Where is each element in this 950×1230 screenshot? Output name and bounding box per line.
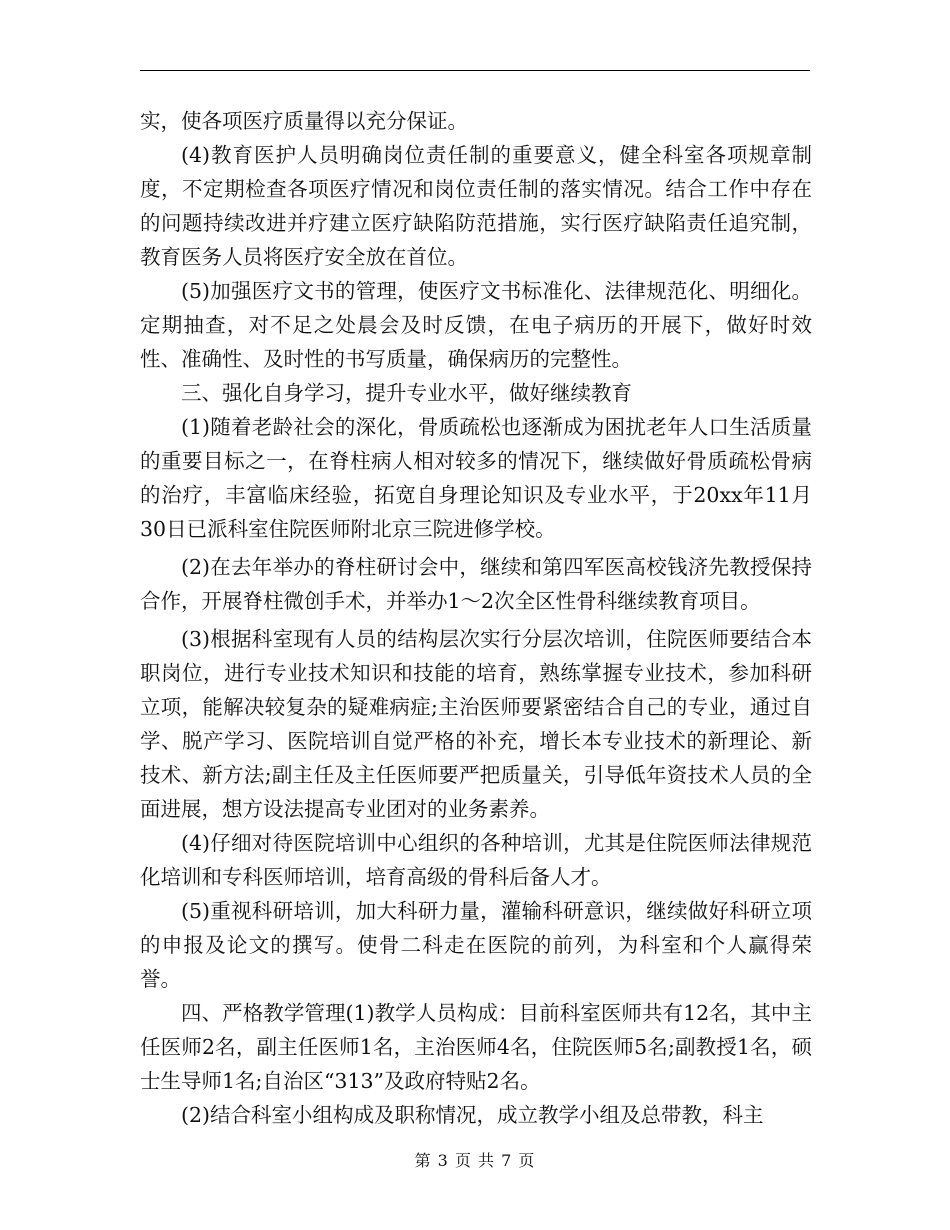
paragraph-item-2-teaching-group: (2)结合科室小组构成及职称情况，成立教学小组及总带教，科主 (181, 1103, 764, 1127)
paragraph-item-5-medical-records: (5)加强医疗文书的管理，使医疗文书标准化、法律规范化、明细化。定期抽查，对不足之处晨会及时反馈，在电子病历的开展下，做好时效性、准确性、及时性的书写质量，确保病历的完整性。 (140, 279, 812, 371)
paragraph-item-3-tiered-training: (3)根据科室现有人员的结构层次实行分层次培训，住院医师要结合本职岗位，进行专业技术知识和技能的培育，熟练掌握专业技术，参加科研立项，能解决较复杂的疑难病症;主治医师要紧密结合自己的专业，通过自学、脱产学习、医院培训自觉严格的补充，增长本专业技术的新理论、新技术、新方法;副主任及主任医师要严把质量关，引导低年资技术人员的全面进展，想方设法提高专业团对的业务素养。 (140, 627, 812, 821)
section-heading-3: 三、强化自身学习，提升专业水平，做好继续教育 (181, 381, 632, 405)
section-heading-4-teaching: 四、严格教学管理(1)教学人员构成：目前科室医师共有12名，其中主任医师2名，副主任医师1名，主治医师4名，住院医师5名;副教授1名，硕士生导师1名;自治区“313”及政府特贴2名。 (140, 1001, 812, 1093)
paragraph-item-4-responsibility: (4)教育医护人员明确岗位责任制的重要意义，健全科室各项规章制度，不定期检查各项医疗情况和岗位责任制的落实情况。结合工作中存在的问题持续改进并疗建立医疗缺陷防范措施，实行医疗缺陷责任追究制，教育医务人员将医疗安全放在首位。 (140, 143, 812, 269)
document-body (140, 104, 812, 1132)
page-footer: 第 3 页 共 7 页 (414, 1151, 536, 1170)
header-rule (140, 70, 810, 71)
paragraph-item-5-research: (5)重视科研培训，加大科研力量，灌输科研意识，继续做好科研立项的申报及论文的撰写。使骨二科走在医院的前列，为科室和个人赢得荣誉。 (140, 899, 812, 991)
paragraph-item-4-training-center: (4)仔细对待医院培训中心组织的各种培训，尤其是住院医师法律规范化培训和专科医师培训，培育高级的骨科后备人才。 (140, 831, 812, 889)
paragraph-continuation: 实，使各项医疗质量得以充分保证。 (140, 109, 468, 133)
paragraph-item-2-spine-seminar: (2)在去年举办的脊柱研讨会中，继续和第四军医高校钱济先教授保持合作，开展脊柱微创手术，并举办1～2次全区性骨科继续教育项目。 (140, 555, 812, 613)
paragraph-item-1-osteoporosis: (1)随着老龄社会的深化，骨质疏松也逐渐成为困扰老年人口生活质量的重要目标之一，在脊柱病人相对较多的情况下，继续做好骨质疏松骨病的治疗，丰富临床经验，拓宽自身理论知识及专业水平，于20xx年11月30日已派科室住院医师附北京三院进修学校。 (140, 415, 812, 541)
